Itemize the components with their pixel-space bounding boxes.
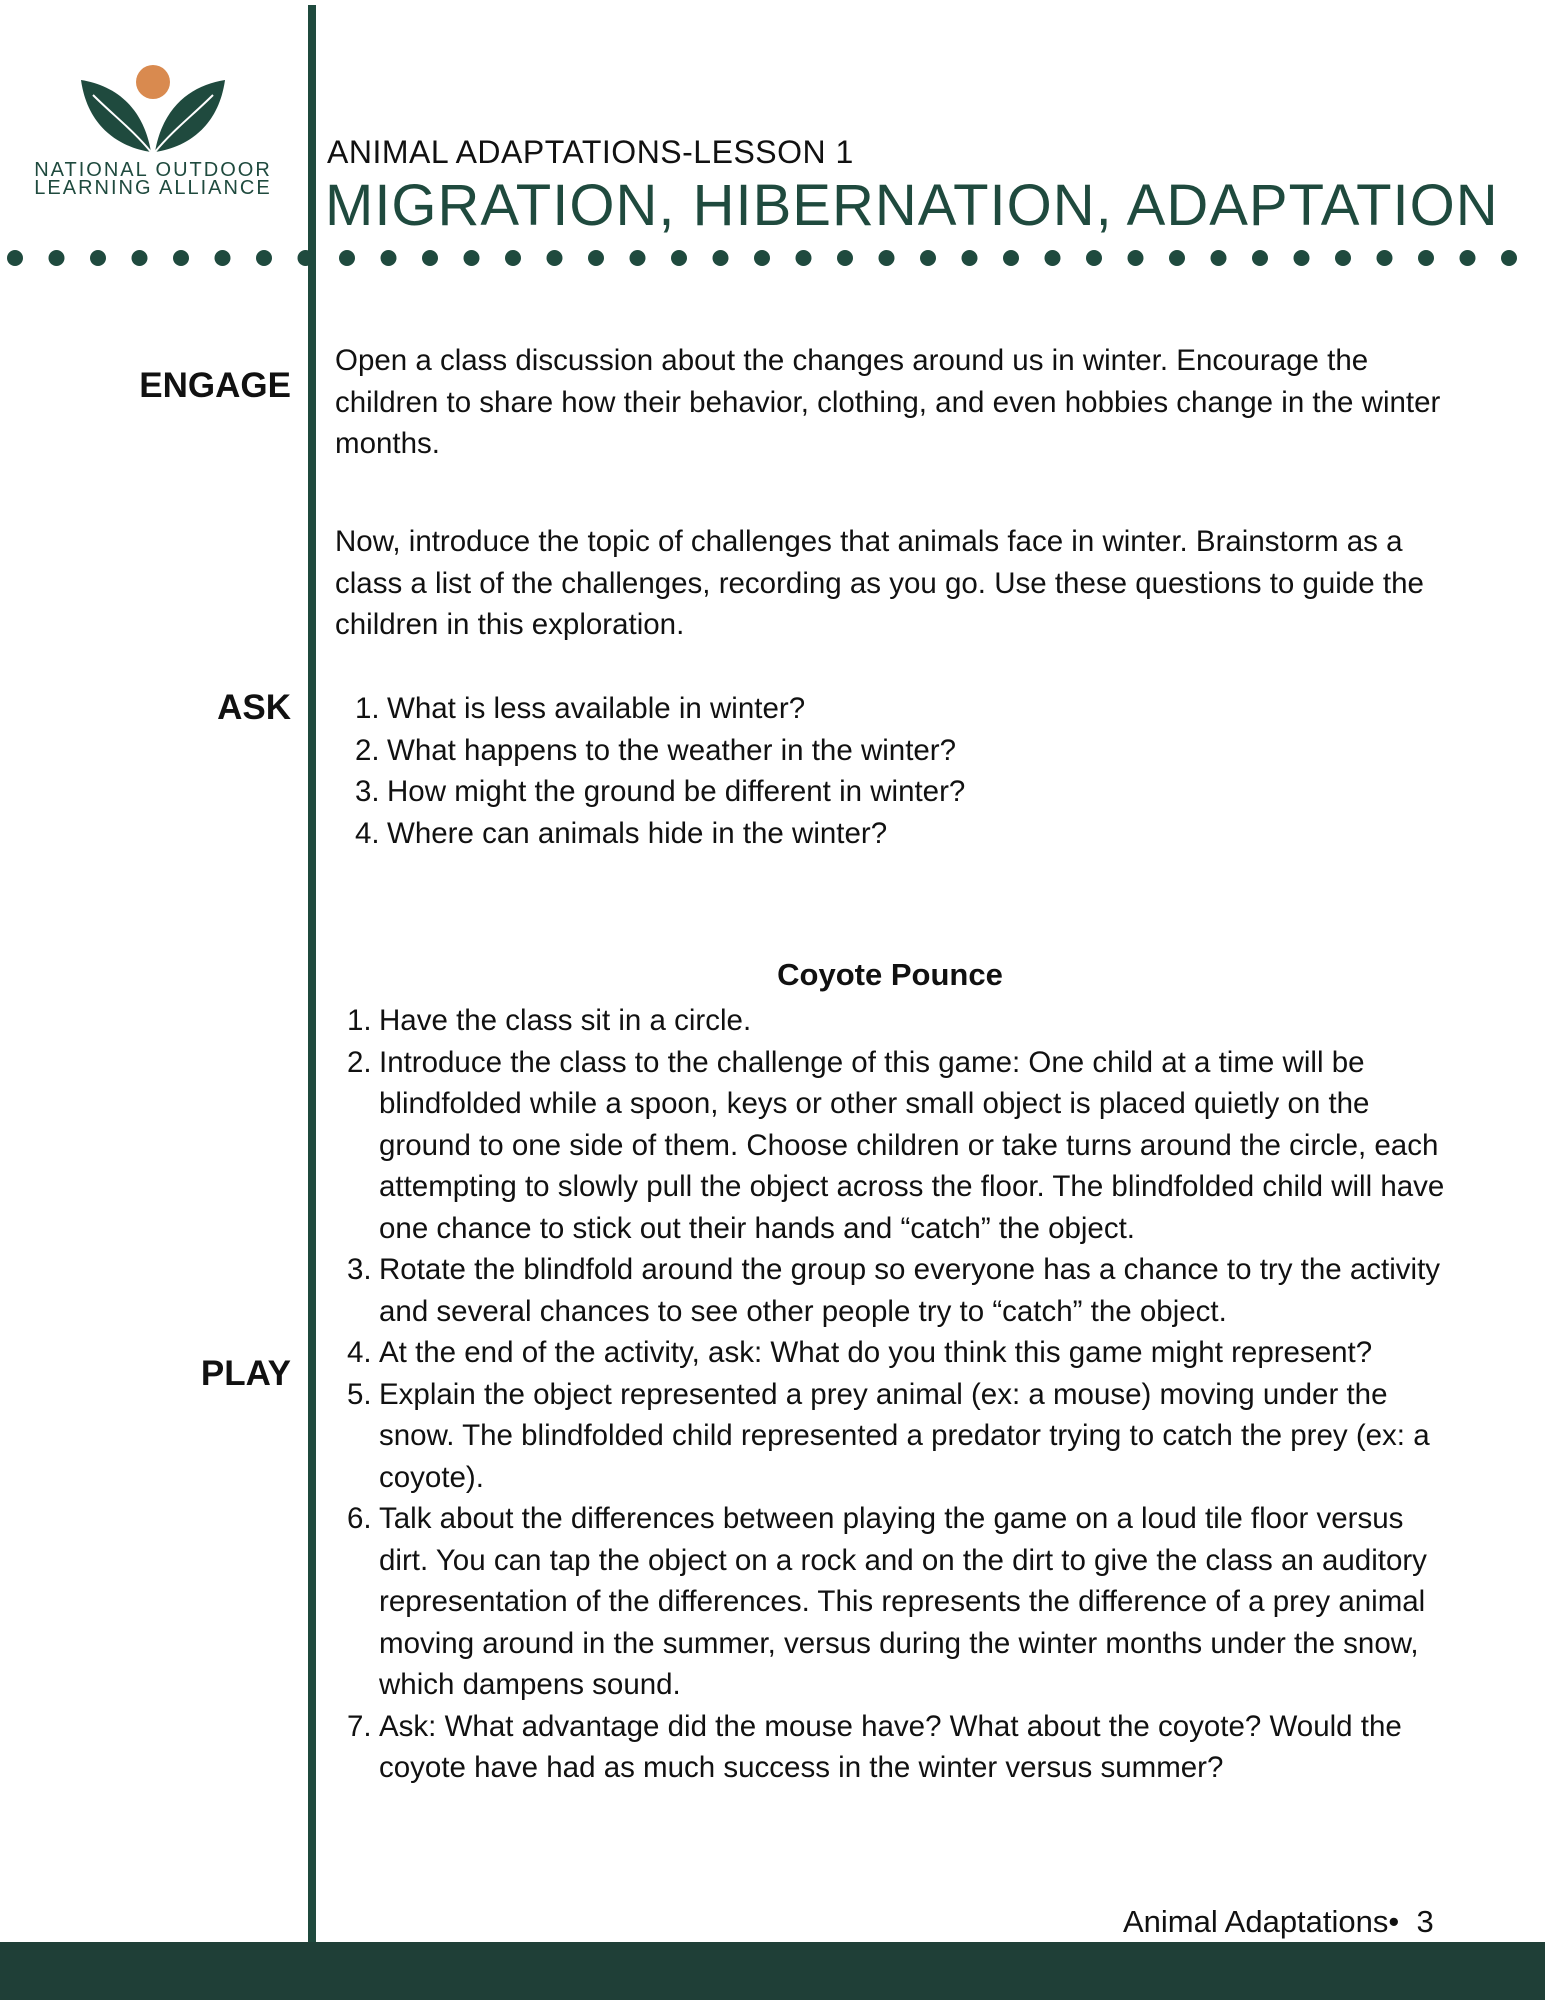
list-item: 1. What is less available in winter?	[355, 692, 806, 725]
play-steps-list	[347, 1000, 1447, 1789]
divider-dot	[1294, 250, 1310, 266]
logo-line-1: NATIONAL OUTDOOR	[34, 159, 272, 181]
divider-dot	[837, 250, 853, 266]
list-item: 2. What happens to the weather in the winter?	[355, 733, 957, 767]
divider-dot	[1418, 250, 1434, 266]
footer-title: Animal Adaptations	[1123, 1904, 1389, 1939]
list-item: 1. Have the class sit in a circle.	[347, 1004, 752, 1037]
divider-dot	[754, 250, 770, 266]
list-item: 3. Rotate the blindfold around the group so everyone has a chance to try the activity and several chances to see other people try to “catch” the object.	[347, 1253, 1441, 1328]
vertical-divider	[308, 5, 316, 1945]
section-label-engage: ENGAGE	[139, 366, 291, 405]
divider-dot	[1003, 250, 1019, 266]
divider-dot	[713, 250, 729, 266]
logo	[28, 60, 278, 197]
divider-dot	[339, 250, 355, 266]
page-title: MIGRATION, HIBERNATION, ADAPTATION	[325, 173, 1499, 238]
divider-dot	[464, 250, 480, 266]
divider-dot	[90, 250, 106, 266]
divider-dot	[49, 250, 65, 266]
list-item: 3. How might the ground be different in winter?	[355, 775, 966, 808]
divider-dot	[298, 250, 314, 266]
lesson-label: ANIMAL ADAPTATIONS-LESSON 1	[327, 134, 854, 170]
divider-dot	[796, 250, 812, 266]
list-item: 6. Talk about the differences between playing the game on a loud tile floor versus dirt. You can tap the object on a rock and on the dirt to give the class an auditory representation of the differences. This represents the difference of a prey animal moving around in the summer, versus during the winter months under the snow, which dampens sound.	[347, 1502, 1427, 1701]
divider-dot	[1169, 250, 1185, 266]
divider-dot	[1086, 250, 1102, 266]
section-label-play: PLAY	[200, 1354, 291, 1393]
divider-dot	[1211, 250, 1227, 266]
divider-dot	[381, 250, 397, 266]
footer-separator: •	[1388, 1904, 1400, 1939]
divider-dot	[505, 250, 521, 266]
list-item: 5. Explain the object represented a prey animal (ex: a mouse) moving under the snow. The blindfolded child represented a predator trying to catch the prey (ex: a coyote).	[347, 1377, 1430, 1494]
list-item: 7. Ask: What advantage did the mouse have? What about the coyote? Would the coyote have had as much success in the winter versus summer?	[347, 1709, 1402, 1784]
divider-dot	[173, 250, 189, 266]
engage-paragraph-2: Now, introduce the topic of challenges that animals face in winter. Brainstorm as a class a list of the challenges, recording as you go. Use these questions to guide the children in this exploration.	[335, 525, 1424, 641]
ask-question-list	[355, 688, 1455, 854]
divider-dot	[1501, 250, 1517, 266]
divider-dot	[1252, 250, 1268, 266]
engage-paragraph-1: Open a class discussion about the changes around us in winter. Encourage the children to share how their behavior, clothing, and even hobbies change in the winter months.	[335, 344, 1441, 460]
list-item: 2. Introduce the class to the challenge of this game: One child at a time will be blindfolded while a spoon, keys or other small object is placed quietly on the ground to one side of them. Choose children or take turns around the circle, each attempting to slowly pull the object across the floor. The blindfolded child will have one chance to stick out their hands and “catch” the object.	[347, 1045, 1445, 1245]
divider-dot	[1377, 250, 1393, 266]
footer-label	[1123, 1904, 1434, 1940]
divider-dot	[630, 250, 646, 266]
game-title: Coyote Pounce	[777, 957, 1003, 992]
divider-dot	[1335, 250, 1351, 266]
footer-bar	[0, 1942, 1545, 2000]
divider-dot	[422, 250, 438, 266]
divider-dot	[7, 250, 23, 266]
divider-dot	[1128, 250, 1144, 266]
list-item: 4. Where can animals hide in the winter?	[355, 816, 888, 850]
divider-dot	[879, 250, 895, 266]
divider-dot	[547, 250, 563, 266]
dotted-divider	[0, 242, 1545, 278]
page-number: 3	[1416, 1904, 1434, 1939]
divider-dot	[132, 250, 148, 266]
divider-dot	[1460, 250, 1476, 266]
divider-dot	[671, 250, 687, 266]
section-label-ask: ASK	[217, 688, 291, 727]
list-item: 4. At the end of the activity, ask: What do you think this game might represent?	[347, 1336, 1373, 1369]
divider-dot	[962, 250, 978, 266]
divider-dot	[1045, 250, 1061, 266]
divider-dot	[215, 250, 231, 266]
leaf-sun-icon	[73, 60, 233, 155]
divider-dot	[256, 250, 272, 266]
logo-line-2: LEARNING ALLIANCE	[34, 177, 272, 199]
divider-dot	[920, 250, 936, 266]
divider-dot	[588, 250, 604, 266]
